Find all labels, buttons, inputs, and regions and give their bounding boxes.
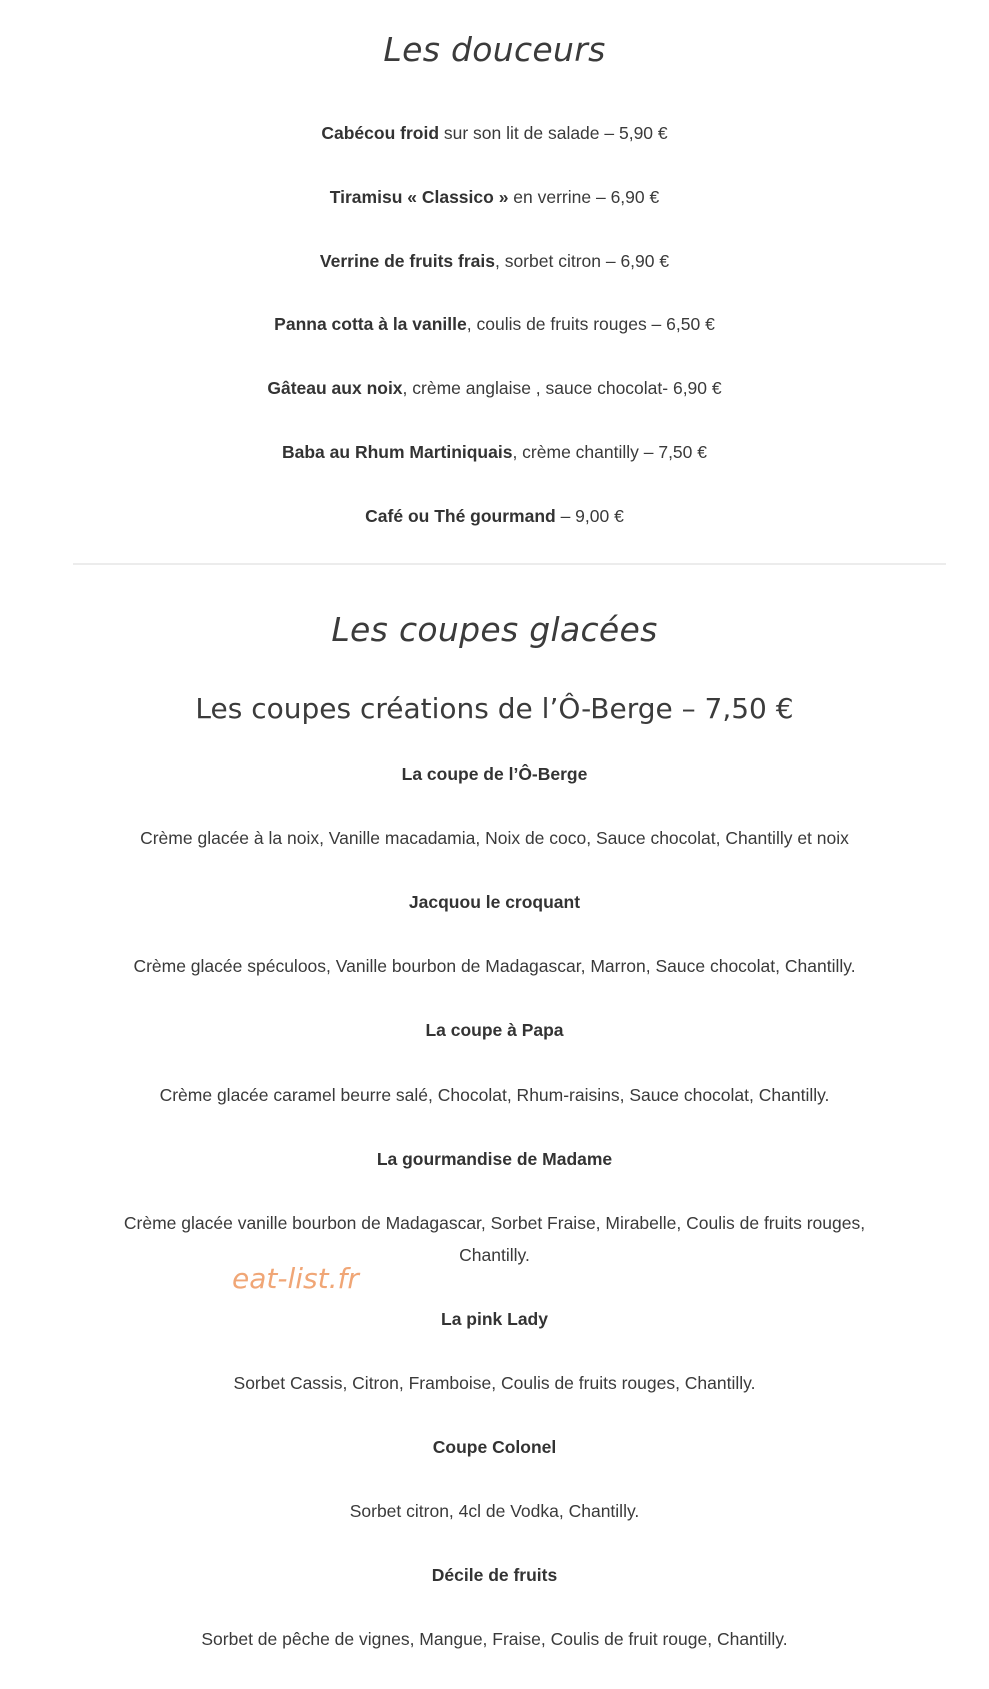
coupe-description: Crème glacée à la noix, Vanille macadamia, Noix de coco, Sauce chocolat, Chantilly et noix xyxy=(140,828,849,848)
dessert-name: Café ou Thé gourmand xyxy=(365,506,556,526)
coupe-description: Sorbet de pêche de vignes, Mangue, Fraise, Coulis de fruit rouge, Chantilly. xyxy=(201,1629,788,1649)
subsection-title-creations: Les coupes créations de l’Ô-Berge – 7,50 € xyxy=(195,692,794,725)
dessert-item xyxy=(60,117,929,149)
coupe-name: La coupe de l’Ô-Berge xyxy=(401,764,588,784)
dessert-item xyxy=(60,181,929,213)
coupe-description: Sorbet Cassis, Citron, Framboise, Coulis de fruits rouges, Chantilly. xyxy=(233,1373,756,1393)
coupe-name: La pink Lady xyxy=(441,1309,548,1329)
dessert-name: Verrine de fruits frais xyxy=(319,251,495,271)
section-divider xyxy=(73,563,946,565)
coupe-name: Décile de fruits xyxy=(431,1565,558,1585)
dessert-details: , sorbet citron – 6,90 € xyxy=(494,251,670,271)
dessert-item xyxy=(60,372,929,404)
section-title-coupes: Les coupes glacées xyxy=(331,610,658,649)
coupe-name: Jacquou le croquant xyxy=(408,892,581,912)
coupe-name: La coupe à Papa xyxy=(425,1020,564,1040)
dessert-details: , coulis de fruits rouges – 6,50 € xyxy=(466,314,715,334)
coupe-name: Coupe Colonel xyxy=(432,1437,557,1457)
dessert-item xyxy=(60,245,929,277)
dessert-details: , crème chantilly – 7,50 € xyxy=(512,442,707,462)
dessert-name: Cabécou froid xyxy=(321,123,440,143)
dessert-item xyxy=(60,500,929,532)
dessert-name: Baba au Rhum Martiniquais xyxy=(282,442,513,462)
dessert-details: en verrine – 6,90 € xyxy=(508,187,660,207)
dessert-name: Panna cotta à la vanille xyxy=(274,314,467,334)
coupe-description: Crème glacée vanille bourbon de Madagascar, Sorbet Fraise, Mirabelle, Coulis de fruits rouges, Chantilly. xyxy=(123,1213,866,1265)
dessert-name: Gâteau aux noix xyxy=(267,378,403,398)
coupe-name: La gourmandise de Madame xyxy=(376,1149,613,1169)
dessert-details: , crème anglaise , sauce chocolat- 6,90 € xyxy=(402,378,722,398)
dessert-item xyxy=(60,308,929,340)
coupe-description: Sorbet citron, 4cl de Vodka, Chantilly. xyxy=(349,1501,640,1521)
dessert-details: – 9,00 € xyxy=(555,506,624,526)
section-title-douceurs: Les douceurs xyxy=(383,30,606,69)
coupe-description: Crème glacée caramel beurre salé, Chocolat, Rhum-raisins, Sauce chocolat, Chantilly. xyxy=(159,1085,830,1105)
watermark-logo: eat-list.fr xyxy=(232,1262,359,1295)
dessert-name: Tiramisu « Classico » xyxy=(329,187,509,207)
dessert-item xyxy=(60,436,929,468)
dessert-details: sur son lit de salade – 5,90 € xyxy=(439,123,668,143)
coupe-description: Crème glacée spéculoos, Vanille bourbon de Madagascar, Marron, Sauce chocolat, Chantilly. xyxy=(133,956,856,976)
